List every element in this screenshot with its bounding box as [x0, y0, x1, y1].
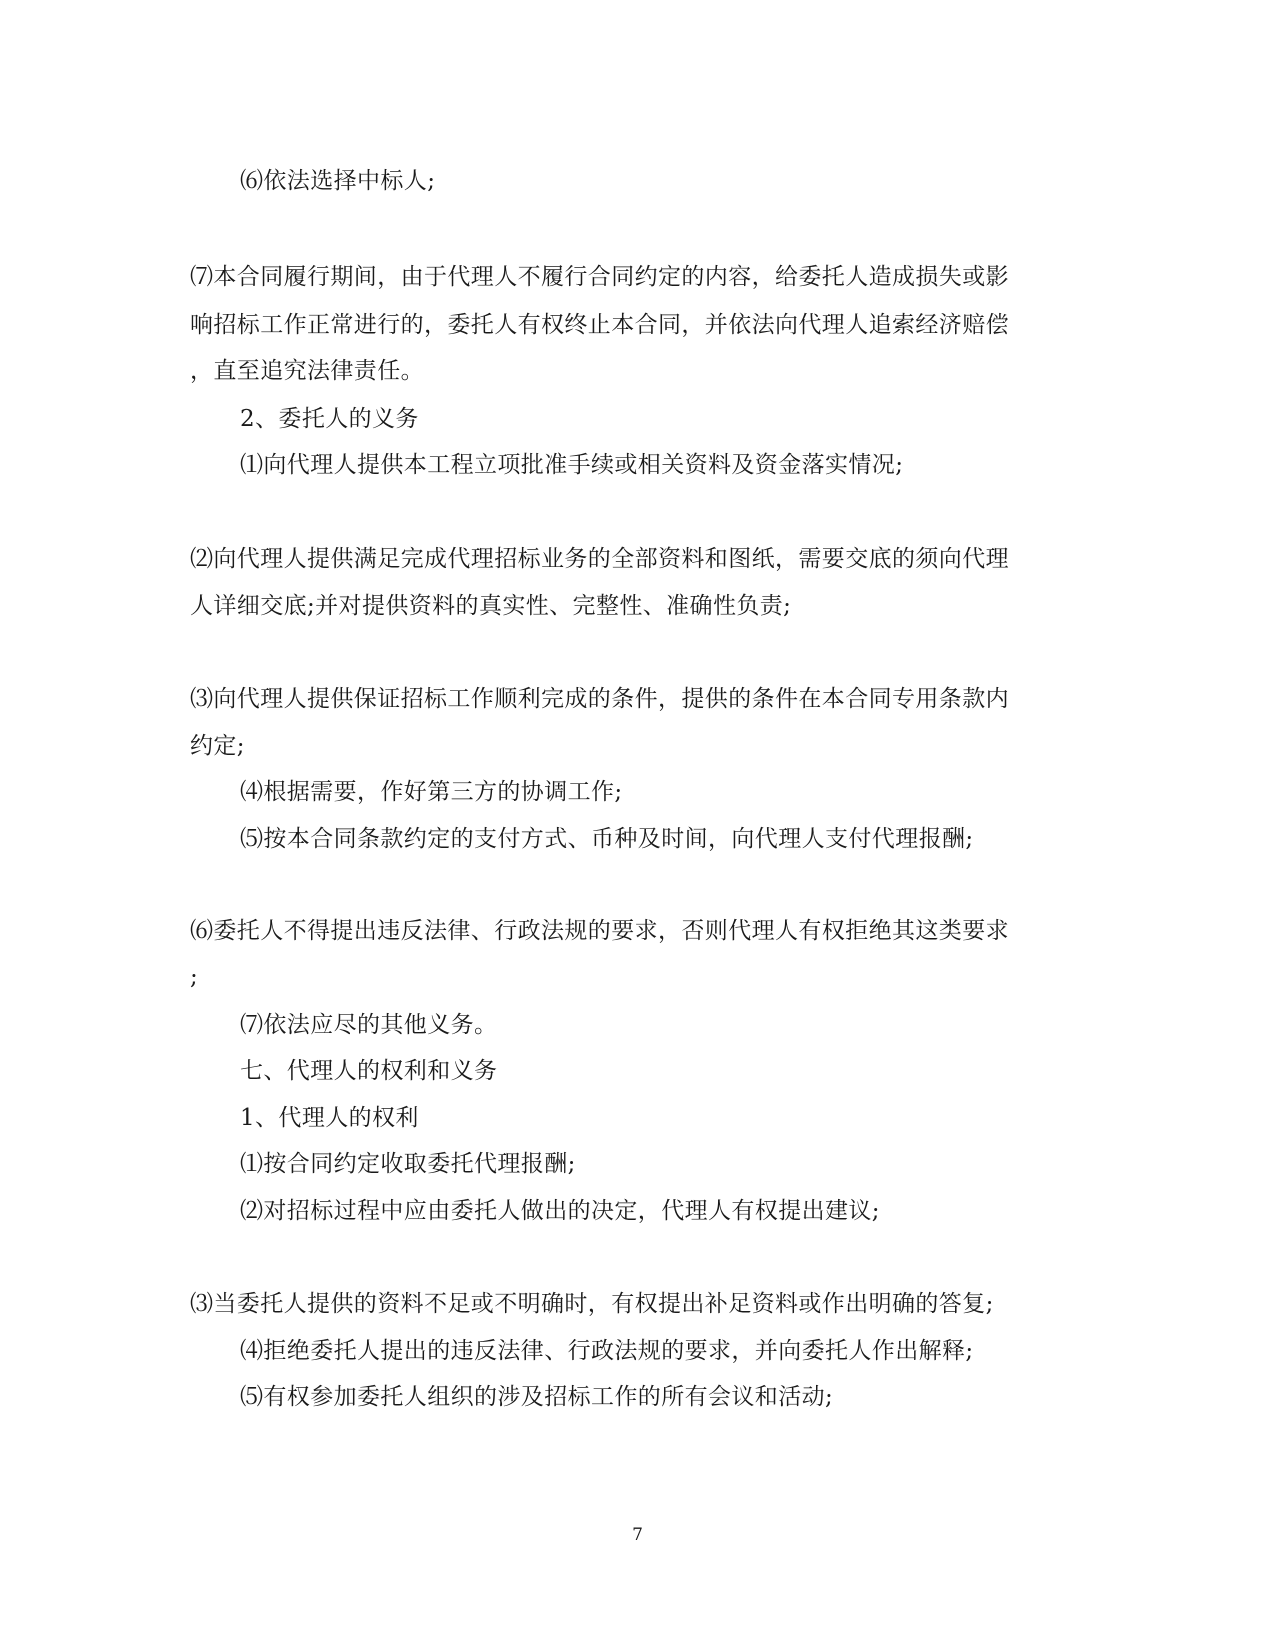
clause-line: 人详细交底;并对提供资料的真实性、完整性、准确性负责; [190, 593, 792, 619]
clause-line: ⑷拒绝委托人提出的违反法律、行政法规的要求，并向委托人作出解释; [240, 1338, 974, 1364]
page-number: 7 [632, 1525, 643, 1545]
clause-line: ⑴向代理人提供本工程立项批准手续或相关资料及资金落实情况; [240, 452, 904, 478]
clause-line: ⑵向代理人提供满足完成代理招标业务的全部资料和图纸，需要交底的须向代理 [190, 546, 1009, 572]
clause-line: ⑸有权参加委托人组织的涉及招标工作的所有会议和活动; [240, 1384, 834, 1410]
clause-line: ⑵对招标过程中应由委托人做出的决定，代理人有权提出建议; [240, 1198, 880, 1224]
clause-line: ⑴按合同约定收取委托代理报酬; [240, 1151, 576, 1177]
section-heading: 七、代理人的权利和义务 [240, 1058, 498, 1084]
clause-line: ⑶当委托人提供的资料不足或不明确时，有权提出补足资料或作出明确的答复; [190, 1291, 994, 1317]
clause-line: ⑸按本合同条款约定的支付方式、币种及时间，向代理人支付代理报酬; [240, 826, 974, 852]
section-heading: 2、委托人的义务 [240, 406, 419, 432]
clause-line: 约定; [190, 733, 245, 759]
section-heading: 1、代理人的权利 [240, 1105, 419, 1131]
clause-line: ，直至追究法律责任。 [190, 358, 424, 384]
clause-line: ⑹依法选择中标人; [240, 168, 436, 194]
clause-line: ⑺依法应尽的其他义务。 [240, 1012, 498, 1038]
clause-line: ; [190, 964, 199, 990]
clause-line: ⑶向代理人提供保证招标工作顺利完成的条件，提供的条件在本合同专用条款内 [190, 686, 1009, 712]
clause-line: 响招标工作正常进行的，委托人有权终止本合同，并依法向代理人追索经济赔偿 [190, 312, 1009, 338]
clause-line: ⑷根据需要，作好第三方的协调工作; [240, 779, 623, 805]
clause-line: ⑹委托人不得提出违反法律、行政法规的要求，否则代理人有权拒绝其这类要求 [190, 918, 1009, 944]
clause-line: ⑺本合同履行期间，由于代理人不履行合同约定的内容，给委托人造成损失或影 [190, 264, 1009, 290]
